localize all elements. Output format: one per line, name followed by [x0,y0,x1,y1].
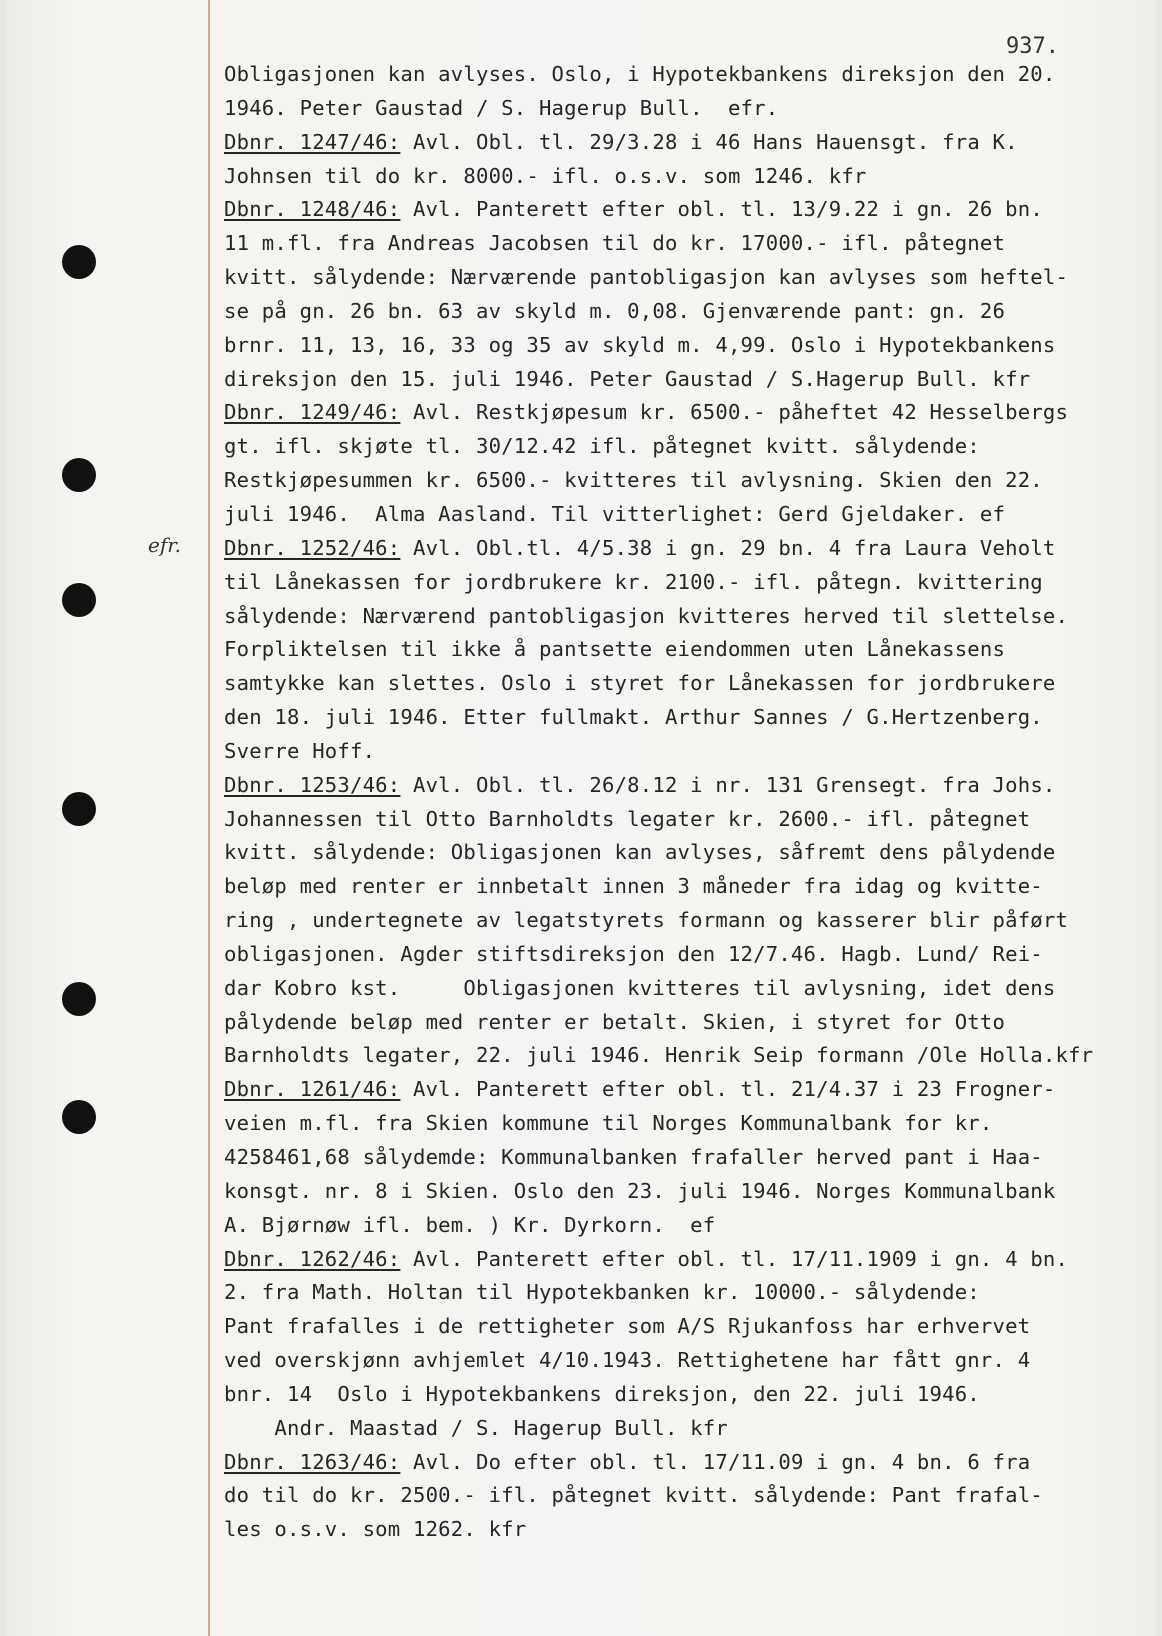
line-text: konsgt. nr. 8 i Skien. Oslo den 23. juli 1946. Norges Kommunalbank [224,1178,1056,1203]
line-text: Pant frafalles i de rettigheter som A/S Rjukanfoss har erhvervet [224,1314,1031,1339]
punch-hole [62,458,96,492]
entry-reference: Dbnr. 1249/46: [224,400,401,425]
text-line [224,227,1144,261]
entry-reference: Dbnr. 1263/46: [224,1449,401,1474]
text-line [224,92,1144,126]
text-line [224,701,1144,735]
line-text: ring , undertegnete av legatstyrets formann og kasserer blir påført [224,908,1069,933]
line-text: brnr. 11, 13, 16, 33 og 35 av skyld m. 4,99. Oslo i Hypotekbankens [224,332,1056,357]
line-text: til Lånekassen for jordbrukere kr. 2100.- ifl. påtegn. kvittering [224,569,1043,594]
line-text: direksjon den 15. juli 1946. Peter Gaustad / S.Hagerup Bull. kfr [224,366,1031,391]
punch-hole [62,245,96,279]
entry-line [224,1243,1144,1277]
line-text: samtykke kan slettes. Oslo i styret for Lånekassen for jordbrukere [224,671,1056,696]
line-text: 1946. Peter Gaustad / S. Hagerup Bull. efr. [224,95,779,120]
line-text: Avl. Panterett efter obl. tl. 21/4.37 i 23 Frogner- [400,1077,1056,1102]
line-text: pålydende beløp med renter er betalt. Skien, i styret for Otto [224,1009,1006,1034]
line-text: bnr. 14 Oslo i Hypotekbankens direksjon, den 22. juli 1946. [224,1381,980,1406]
line-text: Forpliktelsen til ikke å pantsette eiendommen uten Lånekassens [224,637,1006,662]
entry-line [224,1073,1144,1107]
entry-reference: Dbnr. 1253/46: [224,772,401,797]
line-text: Avl. Obl.tl. 4/5.38 i gn. 29 bn. 4 fra Laura Veholt [400,535,1056,560]
text-line [224,498,1144,532]
punch-hole [62,792,96,826]
text-line [224,464,1144,498]
entry-reference: Dbnr. 1262/46: [224,1246,401,1271]
text-line [224,1378,1144,1412]
line-text: 11 m.fl. fra Andreas Jacobsen til do kr. 17000.- ifl. påtegnet [224,231,1006,256]
line-text: Sverre Hoff. [224,738,376,763]
line-text: gt. ifl. skjøte tl. 30/12.42 ifl. påtegnet kvitt. sålydende: [224,434,980,459]
line-text: 4258461,68 sålydemde: Kommunalbanken frafaller herved pant i Haa- [224,1145,1043,1169]
line-text: Avl. Restkjøpesum kr. 6500.- påheftet 42 Hesselbergs [400,400,1069,425]
entry-reference: Dbnr. 1252/46: [224,535,401,560]
punch-hole [62,583,96,617]
line-text: kvitt. sålydende: Obligasjonen kan avlyses, såfremt dens pålydende [224,840,1056,865]
entry-reference: Dbnr. 1247/46: [224,129,401,154]
line-text: obligasjonen. Agder stiftsdireksjon den 12/7.46. Hagb. Lund/ Rei- [224,941,1043,966]
margin-note: efr. [148,533,181,557]
punch-hole [62,982,96,1016]
text-line [224,566,1144,600]
text-line [224,904,1144,938]
text-line [224,1039,1144,1073]
line-text: Johnsen til do kr. 8000.- ifl. o.s.v. som 1246. kfr [224,163,867,188]
text-line [224,1107,1144,1141]
line-text: Restkjøpesummen kr. 6500.- kvitteres til avlysning. Skien den 22. [224,468,1043,493]
line-text: dar Kobro kst. Obligasjonen kvitteres til avlysning, idet dens [224,975,1056,1000]
text-line [224,1276,1144,1310]
page-number: 937. [1006,34,1059,59]
text-line [224,295,1144,329]
line-text: beløp med renter er innbetalt innen 3 måneder fra idag og kvitte- [224,874,1043,899]
line-text: Avl. Panterett efter obl. tl. 17/11.1909 i gn. 4 bn. [400,1246,1069,1271]
line-text: Barnholdts legater, 22. juli 1946. Henrik Seip formann /Ole Holla.kfr [224,1043,1094,1068]
line-text: Avl. Do efter obl. tl. 17/11.09 i gn. 4 bn. 6 fra [400,1449,1031,1474]
line-text: do til do kr. 2500.- ifl. påtegnet kvitt. sålydende: Pant frafal- [224,1483,1043,1508]
text-line [224,938,1144,972]
line-text: Obligasjonen kan avlyses. Oslo, i Hypotekbankens direksjon den 20. [224,62,1056,86]
text-line [224,803,1144,837]
text-line [224,600,1144,634]
text-line [224,1513,1144,1547]
text-line [224,836,1144,870]
text-line [224,667,1144,701]
text-line [224,329,1144,363]
line-text: den 18. juli 1946. Etter fullmakt. Arthur Sannes / G.Hertzenberg. [224,705,1043,730]
text-line [224,1175,1144,1209]
text-line [224,58,1144,92]
line-text: sålydende: Nærværend pantobligasjon kvitteres herved til slettelse. [224,603,1069,628]
line-text: se på gn. 26 bn. 63 av skyld m. 0,08. Gjenværende pant: gn. 26 [224,298,1006,323]
document-page [6,0,1156,1636]
entry-reference: Dbnr. 1248/46: [224,197,401,222]
text-line [224,261,1144,295]
text-line [224,1344,1144,1378]
entry-reference: Dbnr. 1261/46: [224,1077,401,1102]
entry-line [224,126,1144,160]
entry-line [224,193,1144,227]
text-line [224,1412,1144,1446]
text-line [224,1209,1144,1243]
line-text: kvitt. sålydende: Nærværende pantobligasjon kan avlyses som heftel- [224,265,1069,290]
line-text: Avl. Obl. tl. 29/3.28 i 46 Hans Hauensgt. fra K. [400,129,1018,154]
punch-hole [62,1100,96,1134]
line-text: Avl. Obl. tl. 26/8.12 i nr. 131 Grensegt. fra Johs. [400,772,1056,797]
line-text: les o.s.v. som 1262. kfr [224,1517,527,1542]
text-line [224,633,1144,667]
text-line [224,1006,1144,1040]
text-line [224,1310,1144,1344]
line-text: juli 1946. Alma Aasland. Til vitterlighet: Gerd Gjeldaker. ef [224,501,1006,526]
text-line [224,430,1144,464]
text-line [224,160,1144,194]
line-text: A. Bjørnøw ifl. bem. ) Kr. Dyrkorn. ef [224,1212,716,1237]
line-text: ved overskjønn avhjemlet 4/10.1943. Rettighetene har fått gnr. 4 [224,1348,1031,1373]
margin-rule [208,0,210,1636]
line-text: Avl. Panterett efter obl. tl. 13/9.22 i gn. 26 bn. [400,197,1043,222]
line-text: veien m.fl. fra Skien kommune til Norges Kommunalbank for kr. [224,1111,993,1136]
text-line [224,735,1144,769]
entry-line [224,396,1144,430]
entry-line [224,769,1144,803]
entry-line [224,1446,1144,1480]
ledger-text [224,58,1144,1547]
line-text: Johannessen til Otto Barnholdts legater kr. 2600.- ifl. påtegnet [224,806,1031,831]
text-line [224,1141,1144,1175]
text-line [224,1479,1144,1513]
line-text: 2. fra Math. Holtan til Hypotekbanken kr. 10000.- sålydende: [224,1280,980,1305]
text-line [224,870,1144,904]
text-line [224,972,1144,1006]
entry-line [224,532,1144,566]
line-text: Andr. Maastad / S. Hagerup Bull. kfr [224,1415,728,1440]
text-line [224,363,1144,397]
